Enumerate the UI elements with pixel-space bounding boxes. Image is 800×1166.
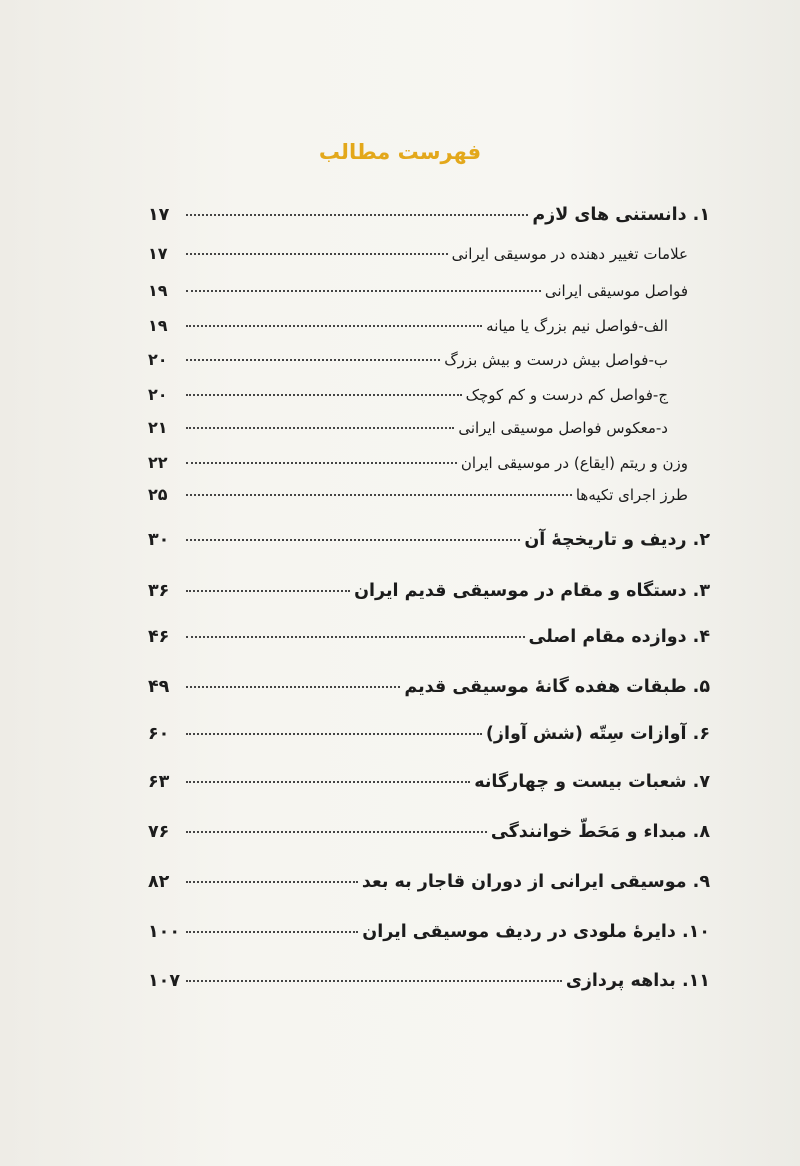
toc-entry xyxy=(148,316,710,335)
toc-entry-label: ۵. طبقات هفده گانهٔ موسیقی قدیم xyxy=(404,677,710,697)
toc-dot-leader xyxy=(186,358,440,361)
toc-entry-label: ج-فواصل کم درست و کم کوچک xyxy=(465,386,668,404)
toc-dot-leader xyxy=(186,493,572,496)
toc-dot-leader xyxy=(186,685,400,688)
toc-page-number: ۱۹ xyxy=(148,281,168,300)
toc-entry xyxy=(148,418,710,437)
toc-dot-leader xyxy=(186,426,454,429)
toc-entry-label: ۴. دوازده مقام اصلی xyxy=(528,627,710,647)
toc-page-number: ۲۰ xyxy=(148,385,168,404)
toc-entry xyxy=(148,205,710,225)
toc-page-number: ۱۷ xyxy=(148,205,170,225)
toc-entry xyxy=(148,627,710,647)
toc-entry xyxy=(148,677,710,697)
toc-entry-label: وزن و ریتم (ایقاع) در موسیقی ایران xyxy=(460,454,688,472)
toc-dot-leader xyxy=(186,461,457,464)
toc-entry-label: الف-فواصل نیم بزرگ یا میانه xyxy=(486,317,668,335)
toc-page-number: ۶۳ xyxy=(148,772,170,792)
toc-entry xyxy=(148,724,710,744)
toc-entry-label: د-معکوس فواصل موسیقی ایرانی xyxy=(458,419,668,437)
toc-page-number: ۸۲ xyxy=(148,872,170,892)
toc-entry xyxy=(148,281,710,300)
toc-entry-label: ۱. دانستنی های لازم xyxy=(532,205,710,225)
toc-entry xyxy=(148,485,710,504)
toc-dot-leader xyxy=(186,213,528,216)
toc-dot-leader xyxy=(186,780,470,783)
toc-entry xyxy=(148,350,710,369)
toc-entry xyxy=(148,971,710,991)
toc-dot-leader xyxy=(186,589,350,592)
toc-entry xyxy=(148,872,710,892)
toc-entry xyxy=(148,822,710,842)
toc-entry xyxy=(148,453,710,472)
toc-dot-leader xyxy=(186,538,520,541)
toc-entry xyxy=(148,772,710,792)
toc-page-number: ۱۷ xyxy=(148,244,168,263)
toc-entry-label: ۲. ردیف و تاریخچهٔ آن xyxy=(524,530,710,550)
toc-page-number: ۲۵ xyxy=(148,485,168,504)
toc-page-number: ۱۰۰ xyxy=(148,922,181,942)
toc-page-number: ۳۶ xyxy=(148,581,170,601)
toc-page-number: ۷۶ xyxy=(148,822,170,842)
toc-entry-label: علامات تغییر دهنده در موسیقی ایرانی xyxy=(451,245,688,263)
toc-page-number: ۲۰ xyxy=(148,350,168,369)
toc-dot-leader xyxy=(186,252,448,255)
toc-entry xyxy=(148,244,710,263)
toc-entry-label: فواصل موسیقی ایرانی xyxy=(544,282,688,300)
toc-entry-label: ۶. آوازات سِتّه (شش آواز) xyxy=(485,724,710,744)
toc-dot-leader xyxy=(186,930,358,933)
toc-page-number: ۴۶ xyxy=(148,627,170,647)
toc-page-number: ۳۰ xyxy=(148,530,170,550)
toc-dot-leader xyxy=(186,830,487,833)
toc-entry-label: ۳. دستگاه و مقام در موسیقی قدیم ایران xyxy=(354,581,710,601)
toc-entry-label: ۱۰. دایرهٔ ملودی در ردیف موسیقی ایران xyxy=(362,922,710,942)
toc-dot-leader xyxy=(186,979,562,982)
toc-dot-leader xyxy=(186,732,482,735)
toc-entry xyxy=(148,385,710,404)
toc-dot-leader xyxy=(186,880,358,883)
toc-page-number: ۶۰ xyxy=(148,724,170,744)
toc-dot-leader xyxy=(186,635,525,638)
toc-page-number: ۲۱ xyxy=(148,418,168,437)
toc-page-number: ۴۹ xyxy=(148,677,170,697)
toc-page-number: ۱۹ xyxy=(148,316,168,335)
toc-entry-label: طرز اجرای تکیه‌ها xyxy=(575,486,688,504)
toc-title: فهرست مطالب xyxy=(318,140,482,164)
toc-dot-leader xyxy=(186,324,482,327)
toc-entry-label: ۷. شعبات بیست و چهارگانه xyxy=(474,772,710,792)
toc-entry xyxy=(148,530,710,550)
toc-dot-leader xyxy=(186,289,541,292)
toc-entry xyxy=(148,922,710,942)
toc-page-number: ۱۰۷ xyxy=(148,971,181,991)
toc-entry xyxy=(148,581,710,601)
toc-entry-label: ۹. موسیقی ایرانی از دوران قاجار به بعد xyxy=(361,872,710,892)
toc-entry-label: ب-فواصل بیش درست و بیش بزرگ xyxy=(444,351,668,369)
toc-dot-leader xyxy=(186,393,462,396)
toc-page-number: ۲۲ xyxy=(148,453,168,472)
toc-entry-label: ۱۱. بداهه پردازی xyxy=(565,971,710,991)
toc-entry-label: ۸. مبداء و مَحَطّ خوانندگی xyxy=(490,822,710,842)
